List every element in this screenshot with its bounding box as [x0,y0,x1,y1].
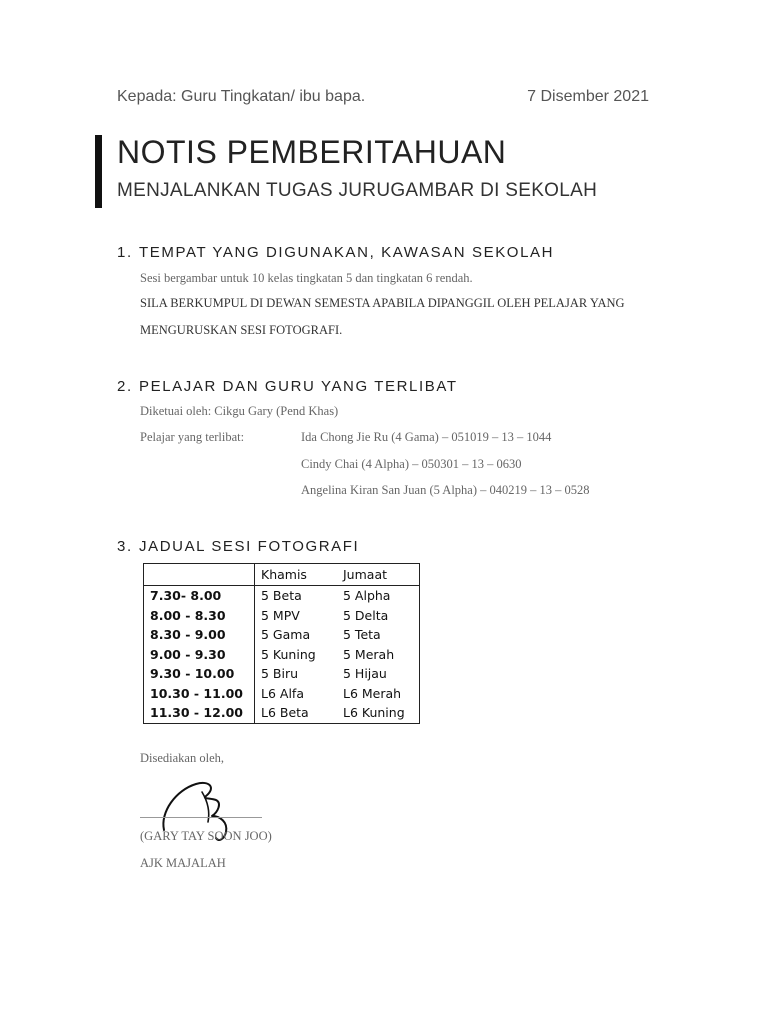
title-accent-bar [95,135,102,208]
section-number: 3. [117,538,133,555]
date: 7 Disember 2021 [527,88,649,105]
table-row [144,684,420,704]
time-slot: 11.30 - 12.00 [144,703,255,723]
section-1-line: MENGURUSKAN SESI FOTOGRAFI. [140,323,343,337]
jumaat-class: L6 Merah [343,685,402,701]
schedule-header-time [144,564,255,586]
jumaat-class: L6 Kuning [343,705,405,721]
table-row [144,664,420,684]
section-1-heading [117,244,554,261]
section-3-heading [117,538,359,555]
khamis-class: 5 Beta [261,588,302,604]
jumaat-class: 5 Teta [343,627,381,643]
prepared-by: Disediakan oleh, [140,751,225,765]
page-subtitle: MENJALANKAN TUGAS JURUGAMBAR DI SEKOLAH [117,180,598,201]
schedule-header-row [144,564,420,586]
signatory-name: (GARY TAY SOON JOO) [140,829,272,843]
schedule-table [143,563,420,724]
jumaat-class: 5 Alpha [343,588,391,604]
section-title: PELAJAR DAN GURU YANG TERLIBAT [139,378,458,395]
signature-line [140,817,262,818]
recipient-line: Kepada: Guru Tingkatan/ ibu bapa. [117,88,366,105]
time-slot: 10.30 - 11.00 [144,684,255,704]
khamis-class: L6 Alfa [261,685,304,701]
khamis-class: 5 MPV [261,607,300,623]
page-title: NOTIS PEMBERITAHUAN [117,134,507,170]
signatory-role: AJK MAJALAH [140,856,226,870]
time-slot: 9.00 - 9.30 [144,645,255,665]
led-by: Diketuai oleh: Cikgu Gary (Pend Khas) [140,404,339,418]
section-2-heading [117,378,458,395]
time-slot: 8.30 - 9.00 [144,625,255,645]
table-row [144,625,420,645]
section-1-line: Sesi bergambar untuk 10 kelas tingkatan 5 dan tingkatan 6 rendah. [140,271,473,285]
table-row [144,586,420,606]
table-row [144,703,420,723]
schedule-header-khamis: Khamis [255,564,338,586]
jumaat-class: 5 Hijau [343,666,387,682]
table-row [144,645,420,665]
table-row [144,606,420,626]
khamis-class: 5 Gama [261,627,311,643]
jumaat-class: 5 Delta [343,607,389,623]
section-number: 1. [117,244,133,261]
time-slot: 9.30 - 10.00 [144,664,255,684]
khamis-class: L6 Beta [261,705,309,721]
jumaat-class: 5 Merah [343,646,395,662]
section-1-line: SILA BERKUMPUL DI DEWAN SEMESTA APABILA DIPANGGIL OLEH PELAJAR YANG [140,296,625,310]
khamis-class: 5 Kuning [261,646,316,662]
students-label: Pelajar yang terlibat: [140,430,245,444]
time-slot: 8.00 - 8.30 [144,606,255,626]
section-title: JADUAL SESI FOTOGRAFI [139,538,360,555]
schedule-header-jumaat: Jumaat [337,564,420,586]
student-entry: Ida Chong Jie Ru (4 Gama) – 051019 – 13 – 1044 [301,430,552,444]
khamis-class: 5 Biru [261,666,299,682]
section-title: TEMPAT YANG DIGUNAKAN, KAWASAN SEKOLAH [139,244,555,261]
time-slot: 7.30- 8.00 [144,586,255,606]
student-entry: Angelina Kiran San Juan (5 Alpha) – 040219 – 13 – 0528 [301,483,590,497]
section-number: 2. [117,378,133,395]
student-entry: Cindy Chai (4 Alpha) – 050301 – 13 – 0630 [301,457,522,471]
